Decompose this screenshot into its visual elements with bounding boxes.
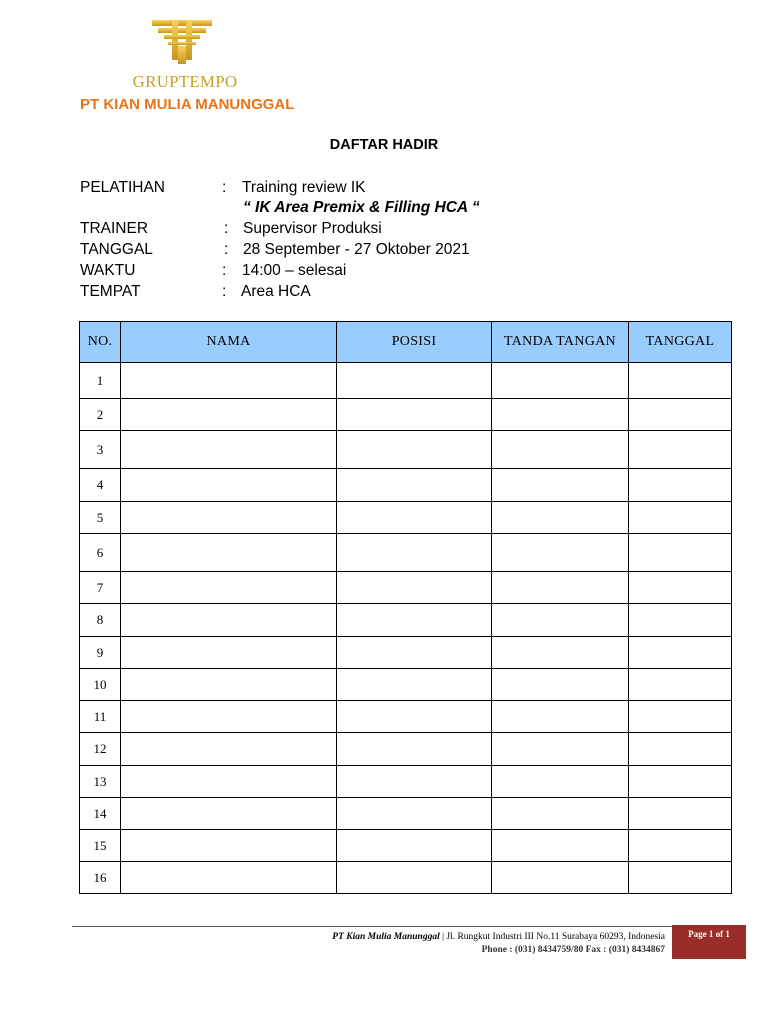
table-row	[80, 830, 732, 862]
nama-cell	[121, 572, 337, 604]
posisi-cell	[337, 862, 492, 894]
nama-cell	[121, 798, 337, 830]
tanggal-cell	[629, 502, 732, 534]
nama-cell	[121, 701, 337, 733]
document-title: DAFTAR HADIR	[329, 137, 439, 153]
info-value: Supervisor Produksi	[243, 220, 382, 237]
table-row	[80, 701, 732, 733]
posisi-cell	[337, 469, 492, 502]
row-number: 3	[80, 431, 121, 469]
tanda-tangan-cell	[492, 862, 629, 894]
row-number: 10	[80, 669, 121, 701]
tanda-tangan-cell	[492, 572, 629, 604]
posisi-cell	[337, 830, 492, 862]
row-number: 7	[80, 572, 121, 604]
tanda-tangan-cell	[492, 766, 629, 798]
row-number: 16	[80, 862, 121, 894]
nama-cell	[121, 431, 337, 469]
tanggal-cell	[629, 862, 732, 894]
row-number: 1	[80, 363, 121, 399]
tanggal-cell	[629, 766, 732, 798]
info-value: 14:00 – selesai	[242, 262, 347, 279]
tanggal-cell	[629, 572, 732, 604]
table-row	[80, 862, 732, 894]
info-label: TANGGAL	[80, 241, 153, 258]
info-value: 28 September - 27 Oktober 2021	[243, 241, 470, 258]
tanda-tangan-cell	[492, 733, 629, 766]
tanggal-cell	[629, 534, 732, 572]
row-number: 8	[80, 604, 121, 637]
info-label: TRAINER	[80, 220, 149, 237]
posisi-cell	[337, 534, 492, 572]
footer-company: PT Kian Mulia Manunggal	[332, 932, 440, 942]
info-value: Area HCA	[241, 283, 311, 300]
table-row	[80, 469, 732, 502]
table-row	[80, 798, 732, 830]
table-row	[80, 363, 732, 399]
info-colon: :	[222, 262, 227, 279]
tanda-tangan-cell	[492, 534, 629, 572]
info-value: Training review IK	[242, 179, 366, 196]
table-row	[80, 637, 732, 669]
posisi-cell	[337, 766, 492, 798]
posisi-cell	[337, 637, 492, 669]
posisi-cell	[337, 733, 492, 766]
table-row	[80, 431, 732, 469]
tanggal-cell	[629, 363, 732, 399]
nama-cell	[121, 502, 337, 534]
nama-cell	[121, 363, 337, 399]
footer-phone: Phone : (031) 8434759/80 Fax : (031) 8434867	[481, 945, 665, 955]
tanda-tangan-cell	[492, 469, 629, 502]
tanggal-cell	[629, 798, 732, 830]
table-row	[80, 604, 732, 637]
row-number: 13	[80, 766, 121, 798]
table-header-row	[80, 322, 732, 363]
nama-cell	[121, 399, 337, 431]
tanda-tangan-cell	[492, 502, 629, 534]
page-number-badge: Page 1 of 1	[672, 925, 746, 959]
row-number: 2	[80, 399, 121, 431]
nama-cell	[121, 604, 337, 637]
info-label: PELATIHAN	[80, 179, 165, 196]
tanggal-cell	[629, 431, 732, 469]
attendance-table	[79, 321, 732, 894]
posisi-cell	[337, 431, 492, 469]
tanggal-cell	[629, 669, 732, 701]
tanggal-cell	[629, 830, 732, 862]
tanda-tangan-cell	[492, 830, 629, 862]
table-row	[80, 399, 732, 431]
nama-cell	[121, 862, 337, 894]
tanda-tangan-cell	[492, 669, 629, 701]
tanda-tangan-cell	[492, 363, 629, 399]
info-label: TEMPAT	[80, 283, 141, 300]
tanggal-cell	[629, 637, 732, 669]
tanggal-cell	[629, 733, 732, 766]
column-header-no: NO.	[80, 322, 121, 363]
info-colon: :	[222, 283, 227, 300]
nama-cell	[121, 534, 337, 572]
training-subtitle: “ IK Area Premix & Filling HCA “	[243, 199, 480, 216]
tanda-tangan-cell	[492, 701, 629, 733]
tanggal-cell	[629, 469, 732, 502]
row-number: 9	[80, 637, 121, 669]
tanda-tangan-cell	[492, 431, 629, 469]
tanda-tangan-cell	[492, 604, 629, 637]
footer-divider	[72, 926, 672, 927]
posisi-cell	[337, 798, 492, 830]
row-number: 15	[80, 830, 121, 862]
tanggal-cell	[629, 399, 732, 431]
tanda-tangan-cell	[492, 637, 629, 669]
table-row	[80, 766, 732, 798]
row-number: 5	[80, 502, 121, 534]
table-row	[80, 733, 732, 766]
posisi-cell	[337, 604, 492, 637]
tanda-tangan-cell	[492, 798, 629, 830]
column-header-tanggal: TANGGAL	[629, 322, 732, 363]
table-row	[80, 502, 732, 534]
posisi-cell	[337, 669, 492, 701]
tanggal-cell	[629, 604, 732, 637]
row-number: 11	[80, 701, 121, 733]
nama-cell	[121, 766, 337, 798]
posisi-cell	[337, 572, 492, 604]
posisi-cell	[337, 701, 492, 733]
info-label: WAKTU	[80, 262, 136, 279]
posisi-cell	[337, 399, 492, 431]
row-number: 6	[80, 534, 121, 572]
info-colon: :	[224, 220, 229, 237]
row-number: 12	[80, 733, 121, 766]
nama-cell	[121, 733, 337, 766]
column-header-nama: NAMA	[121, 322, 337, 363]
row-number: 14	[80, 798, 121, 830]
posisi-cell	[337, 502, 492, 534]
nama-cell	[121, 830, 337, 862]
logo-text: GRUPTEMPO	[132, 72, 238, 91]
posisi-cell	[337, 363, 492, 399]
nama-cell	[121, 469, 337, 502]
row-number: 4	[80, 469, 121, 502]
company-logo	[130, 18, 240, 93]
info-colon: :	[224, 241, 229, 258]
footer-address-line: | Jl. Rungkut Industri III No.11 Surabaya 60293, Indonesia	[442, 932, 665, 942]
column-header-posisi: POSISI	[337, 322, 492, 363]
footer-address	[332, 931, 665, 957]
nama-cell	[121, 637, 337, 669]
tanda-tangan-cell	[492, 399, 629, 431]
table-row	[80, 669, 732, 701]
nama-cell	[121, 669, 337, 701]
tanggal-cell	[629, 701, 732, 733]
table-row	[80, 572, 732, 604]
table-row	[80, 534, 732, 572]
column-header-tanda-tangan: TANDA TANGAN	[492, 322, 629, 363]
company-name: PT KIAN MULIA MANUNGGAL	[80, 96, 295, 113]
info-colon: :	[222, 179, 227, 196]
gruptempo-logo-icon	[150, 18, 214, 66]
